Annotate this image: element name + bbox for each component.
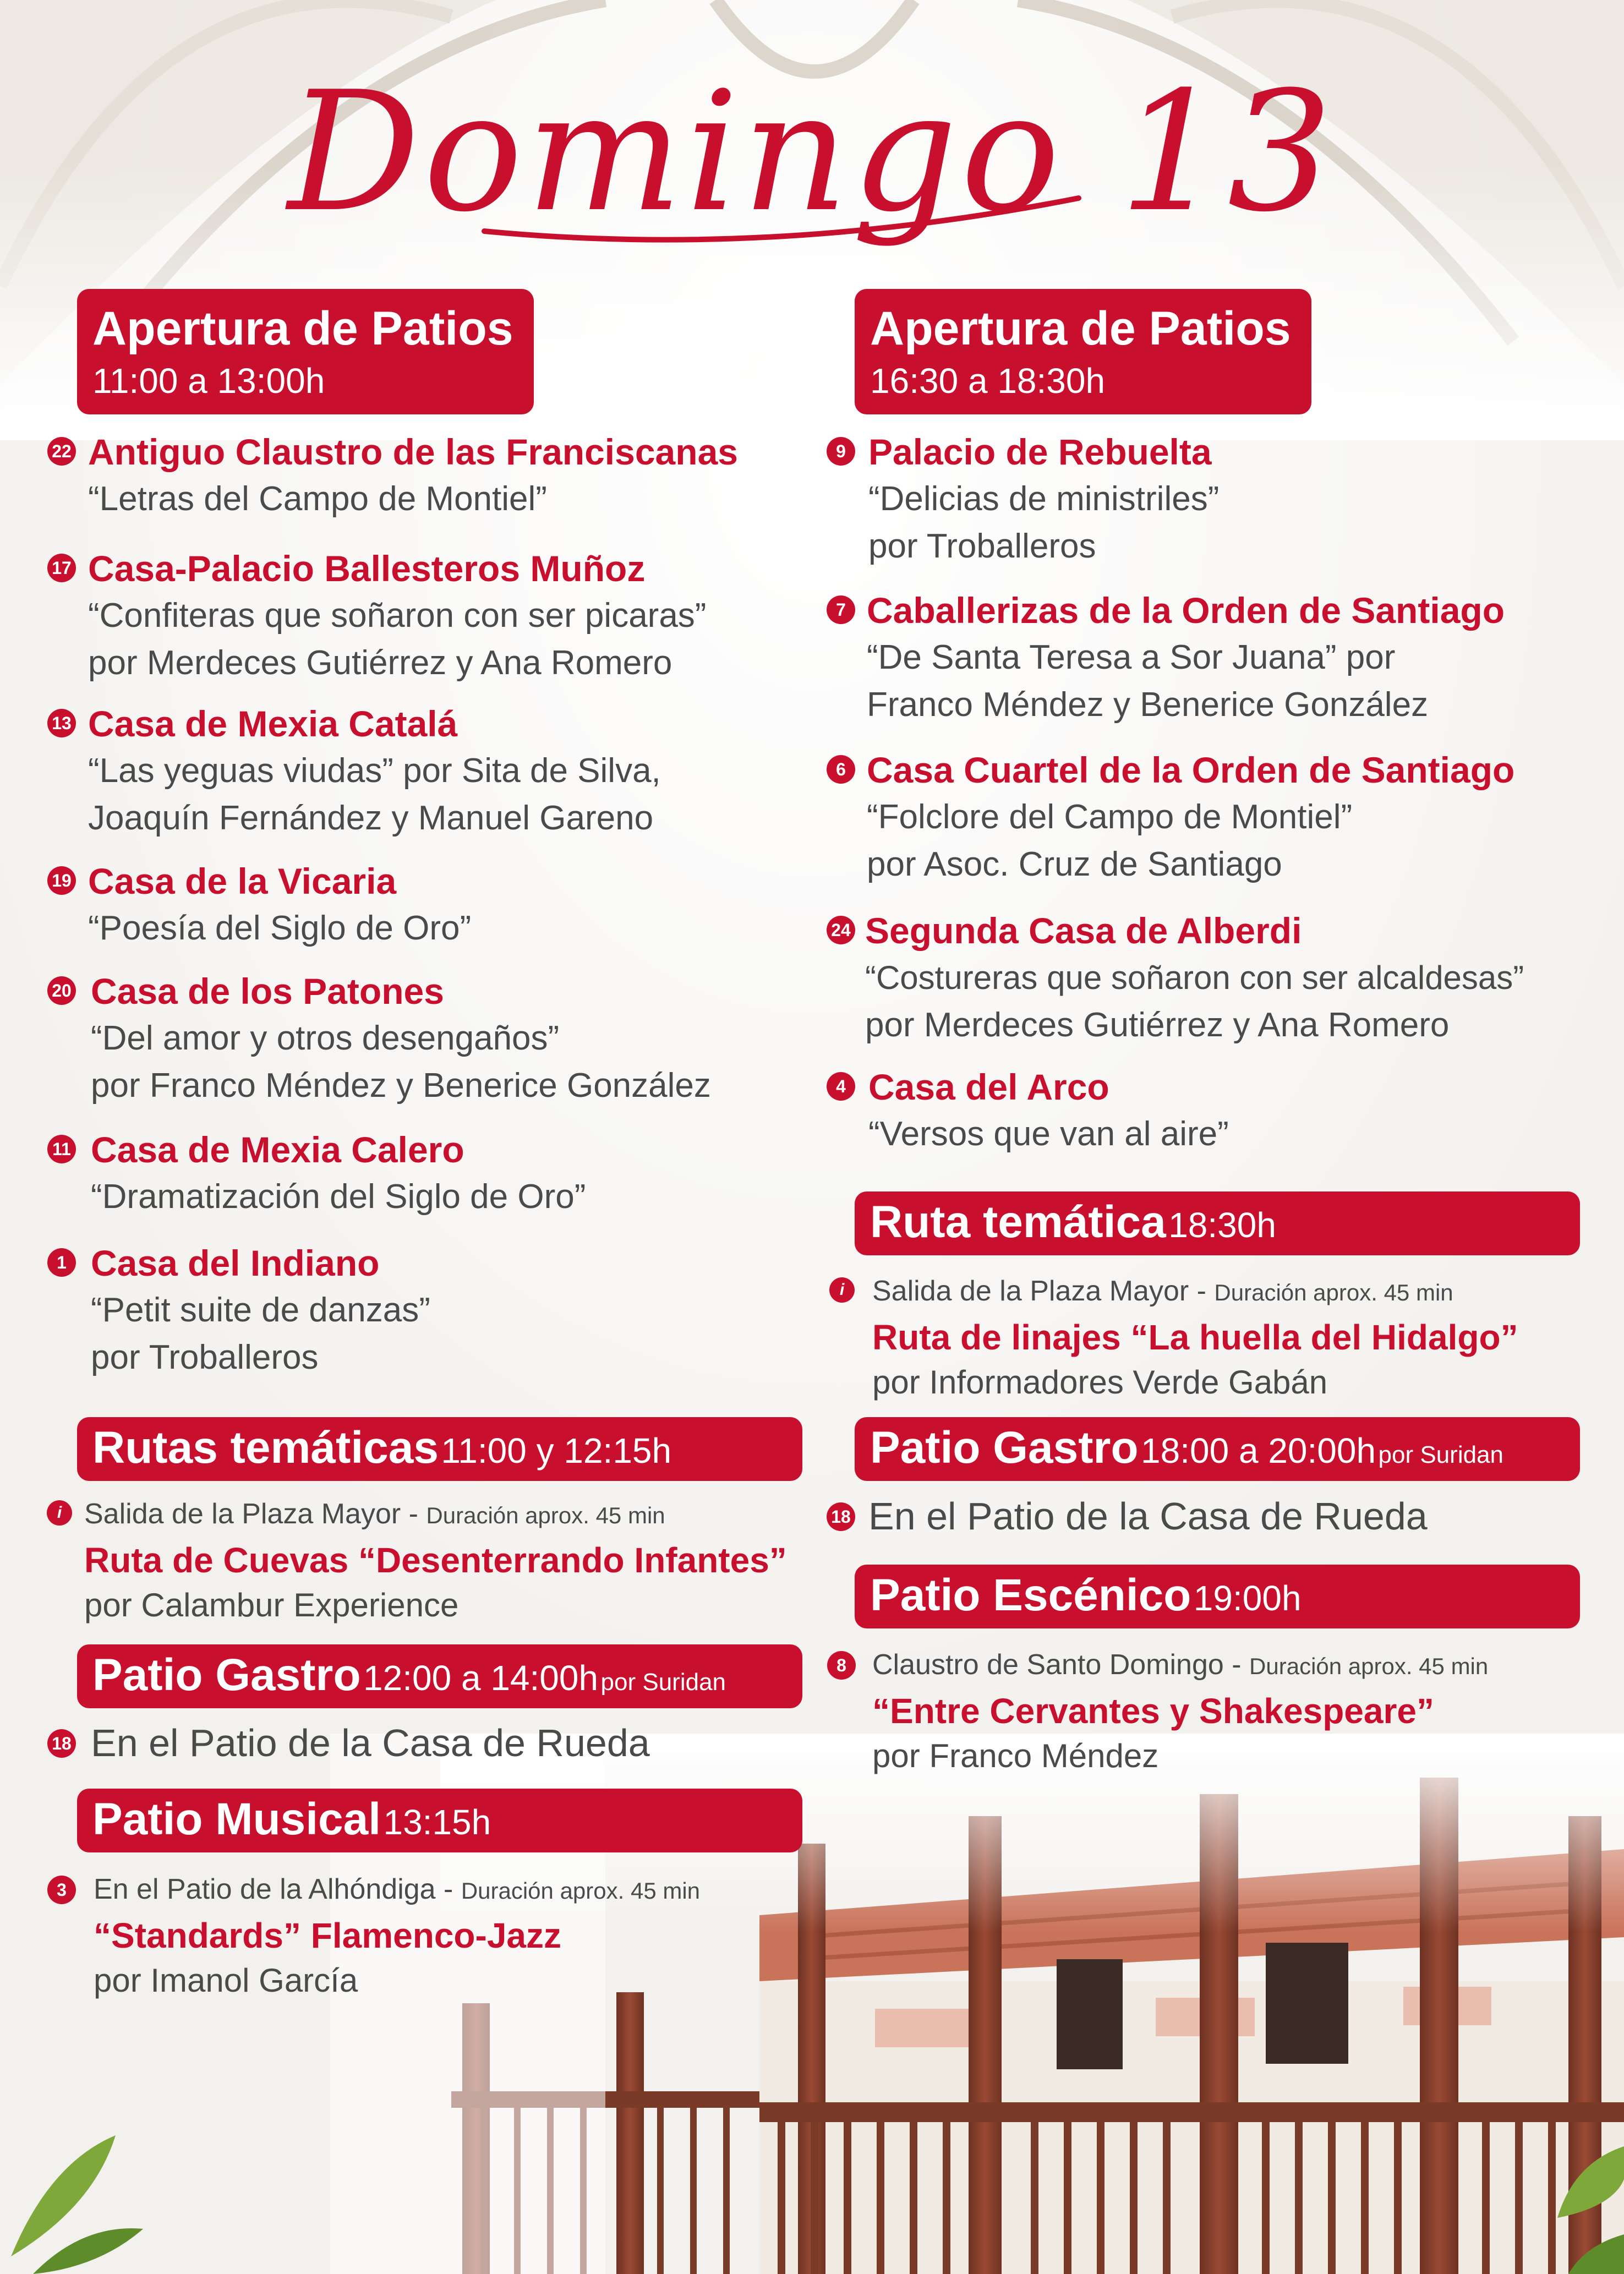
left-musical-header — [77, 1789, 802, 1852]
venue-desc: por Troballeros — [868, 527, 1096, 565]
venue-desc: Franco Méndez y Benerice González — [867, 686, 1429, 724]
gastro-title: Patio Gastro — [92, 1650, 361, 1700]
musical-time: 13:15h — [383, 1802, 491, 1842]
venue-desc: “Letras del Campo de Montiel” — [88, 480, 547, 518]
info-icon: i — [47, 1500, 72, 1526]
venue-desc: por Asoc. Cruz de Santiago — [867, 845, 1282, 883]
right-entry-5 — [836, 1063, 1229, 1158]
route-location: Salida de la Plaza Mayor - Duración aprox. 45 min — [84, 1498, 665, 1530]
venue-name: Antiguo Claustro de las Franciscanas — [88, 431, 738, 472]
number-marker: 1 — [47, 1248, 76, 1277]
venue-desc: “Confiteras que soñaron con ser picaras” — [88, 597, 707, 635]
gastro-title: Patio Gastro — [870, 1423, 1139, 1473]
number-marker: 11 — [47, 1135, 76, 1163]
left-musical-info — [57, 1868, 701, 2003]
number-marker: 22 — [47, 437, 76, 466]
number-marker: 24 — [827, 916, 855, 944]
right-gastro-header — [855, 1417, 1580, 1481]
page-title — [0, 33, 1624, 281]
right-entry-2 — [836, 587, 1505, 729]
venue-name: Segunda Casa de Alberdi — [865, 910, 1302, 951]
route-location: En el Patio de la Alhóndiga - Duración aprox. 45 min — [94, 1873, 701, 1905]
right-escenico-info — [836, 1643, 1489, 1778]
rutas-title: Rutas temáticas — [92, 1423, 439, 1473]
venue-desc: “Dramatización del Siglo de Oro” — [91, 1178, 586, 1216]
venue-desc: por Merdeces Gutiérrez y Ana Romero — [88, 644, 672, 682]
info-icon: i — [829, 1277, 855, 1303]
left-gastro-info — [52, 1718, 650, 1768]
number-marker: 13 — [47, 709, 76, 737]
venue-desc: “Folclore del Campo de Montiel” — [867, 798, 1353, 836]
number-marker: 6 — [827, 755, 855, 784]
right-entry-4 — [831, 907, 1524, 1049]
left-entry-5 — [52, 967, 711, 1109]
venue-desc: “Las yeguas viudas” por Sita de Silva, — [88, 752, 661, 790]
ruta-time: 18:30h — [1168, 1205, 1276, 1245]
left-entry-7 — [57, 1239, 430, 1381]
number-marker: 20 — [47, 976, 76, 1005]
left-rutas-header — [77, 1417, 802, 1481]
gastro-time: 12:00 a 14:00h — [363, 1658, 599, 1698]
route-guide: por Franco Méndez — [872, 1737, 1159, 1774]
svg-text:Domingo 13: Domingo 13 — [287, 56, 1336, 248]
escenico-title: Patio Escénico — [870, 1570, 1191, 1620]
venue-desc: por Troballeros — [91, 1338, 319, 1376]
number-marker: 8 — [827, 1651, 856, 1680]
left-entry-4 — [52, 857, 472, 952]
venue-desc: “Poesía del Siglo de Oro” — [88, 909, 472, 947]
right-entry-3 — [836, 746, 1515, 888]
venue-name: Casa de la Vicaria — [88, 861, 397, 901]
number-marker: 18 — [47, 1729, 76, 1758]
route-guide: por Calambur Experience — [84, 1587, 459, 1623]
route-title: “Standards” Flamenco-Jazz — [94, 1916, 561, 1955]
number-marker: 4 — [827, 1072, 855, 1101]
route-location: Salida de la Plaza Mayor - Duración aprox. 45 min — [872, 1275, 1453, 1307]
route-guide: por Imanol García — [94, 1962, 358, 1999]
venue-name: Casa del Indiano — [91, 1243, 380, 1283]
escenico-time: 19:00h — [1193, 1578, 1302, 1618]
left-gastro-header — [77, 1644, 802, 1708]
left-entry-2 — [52, 545, 707, 687]
venue-desc: “Costureras que soñaron con ser alcaldesas” — [865, 959, 1524, 996]
venue-name: Casa del Arco — [868, 1067, 1109, 1107]
venue-name: Caballerizas de la Orden de Santiago — [867, 590, 1505, 631]
venue-name: Palacio de Rebuelta — [868, 431, 1212, 472]
venue-desc: Joaquín Fernández y Manuel Gareno — [88, 799, 654, 837]
route-title: “Entre Cervantes y Shakespeare” — [872, 1691, 1434, 1731]
venue-desc: por Merdeces Gutiérrez y Ana Romero — [865, 1006, 1450, 1044]
venue-name: Casa de Mexia Calero — [91, 1129, 464, 1170]
right-gastro-info — [831, 1491, 1428, 1541]
right-apertura-title: Apertura de Patios — [870, 302, 1291, 355]
venue-name: Casa Cuartel de la Orden de Santiago — [867, 750, 1515, 790]
left-entry-1 — [52, 428, 738, 523]
venue-name: Casa de Mexia Catalá — [88, 703, 458, 744]
left-apertura-time: 11:00 a 13:00h — [92, 361, 325, 401]
left-entry-3 — [52, 700, 661, 842]
musical-title: Patio Musical — [92, 1794, 381, 1844]
right-apertura-header — [855, 289, 1311, 414]
venue-desc: “De Santa Teresa a Sor Juana” por — [867, 638, 1396, 676]
number-marker: 3 — [47, 1876, 76, 1904]
route-title: Ruta de linajes “La huella del Hidalgo” — [872, 1318, 1518, 1357]
right-ruta-info — [839, 1270, 1518, 1404]
route-location: Claustro de Santo Domingo - Duración aprox. 45 min — [872, 1649, 1489, 1681]
right-apertura-time: 16:30 a 18:30h — [870, 361, 1106, 401]
venue-desc: por Franco Méndez y Benerice González — [91, 1067, 711, 1105]
right-entry-1 — [836, 428, 1220, 570]
number-marker: 17 — [47, 554, 76, 582]
venue-desc: “Petit suite de danzas” — [91, 1291, 430, 1329]
gastro-sponsor: por Suridan — [600, 1669, 726, 1696]
gastro-venue: En el Patio de la Casa de Rueda — [91, 1721, 650, 1764]
venue-name: Casa-Palacio Ballesteros Muñoz — [88, 548, 646, 589]
number-marker: 9 — [827, 437, 855, 466]
venue-name: Casa de los Patones — [91, 971, 444, 1012]
gastro-venue: En el Patio de la Casa de Rueda — [868, 1495, 1428, 1538]
right-escenico-header — [855, 1565, 1580, 1628]
gastro-sponsor: por Suridan — [1378, 1441, 1504, 1468]
number-marker: 7 — [827, 595, 855, 624]
number-marker: 19 — [47, 866, 76, 895]
venue-desc: “Delicias de ministriles” — [868, 480, 1220, 518]
left-rutas-info — [57, 1493, 787, 1627]
route-title: Ruta de Cuevas “Desenterrando Infantes” — [84, 1540, 787, 1580]
route-guide: por Informadores Verde Gabán — [872, 1364, 1328, 1401]
ruta-title: Ruta temática — [870, 1197, 1166, 1247]
left-apertura-title: Apertura de Patios — [92, 302, 513, 355]
left-apertura-header — [77, 289, 534, 414]
venue-desc: “Versos que van al aire” — [868, 1115, 1229, 1153]
number-marker: 18 — [827, 1502, 855, 1531]
rutas-time: 11:00 y 12:15h — [441, 1431, 672, 1471]
right-ruta-header — [855, 1191, 1580, 1255]
left-entry-6 — [52, 1126, 586, 1221]
venue-desc: “Del amor y otros desengaños” — [91, 1019, 560, 1057]
gastro-time: 18:00 a 20:00h — [1141, 1431, 1376, 1471]
